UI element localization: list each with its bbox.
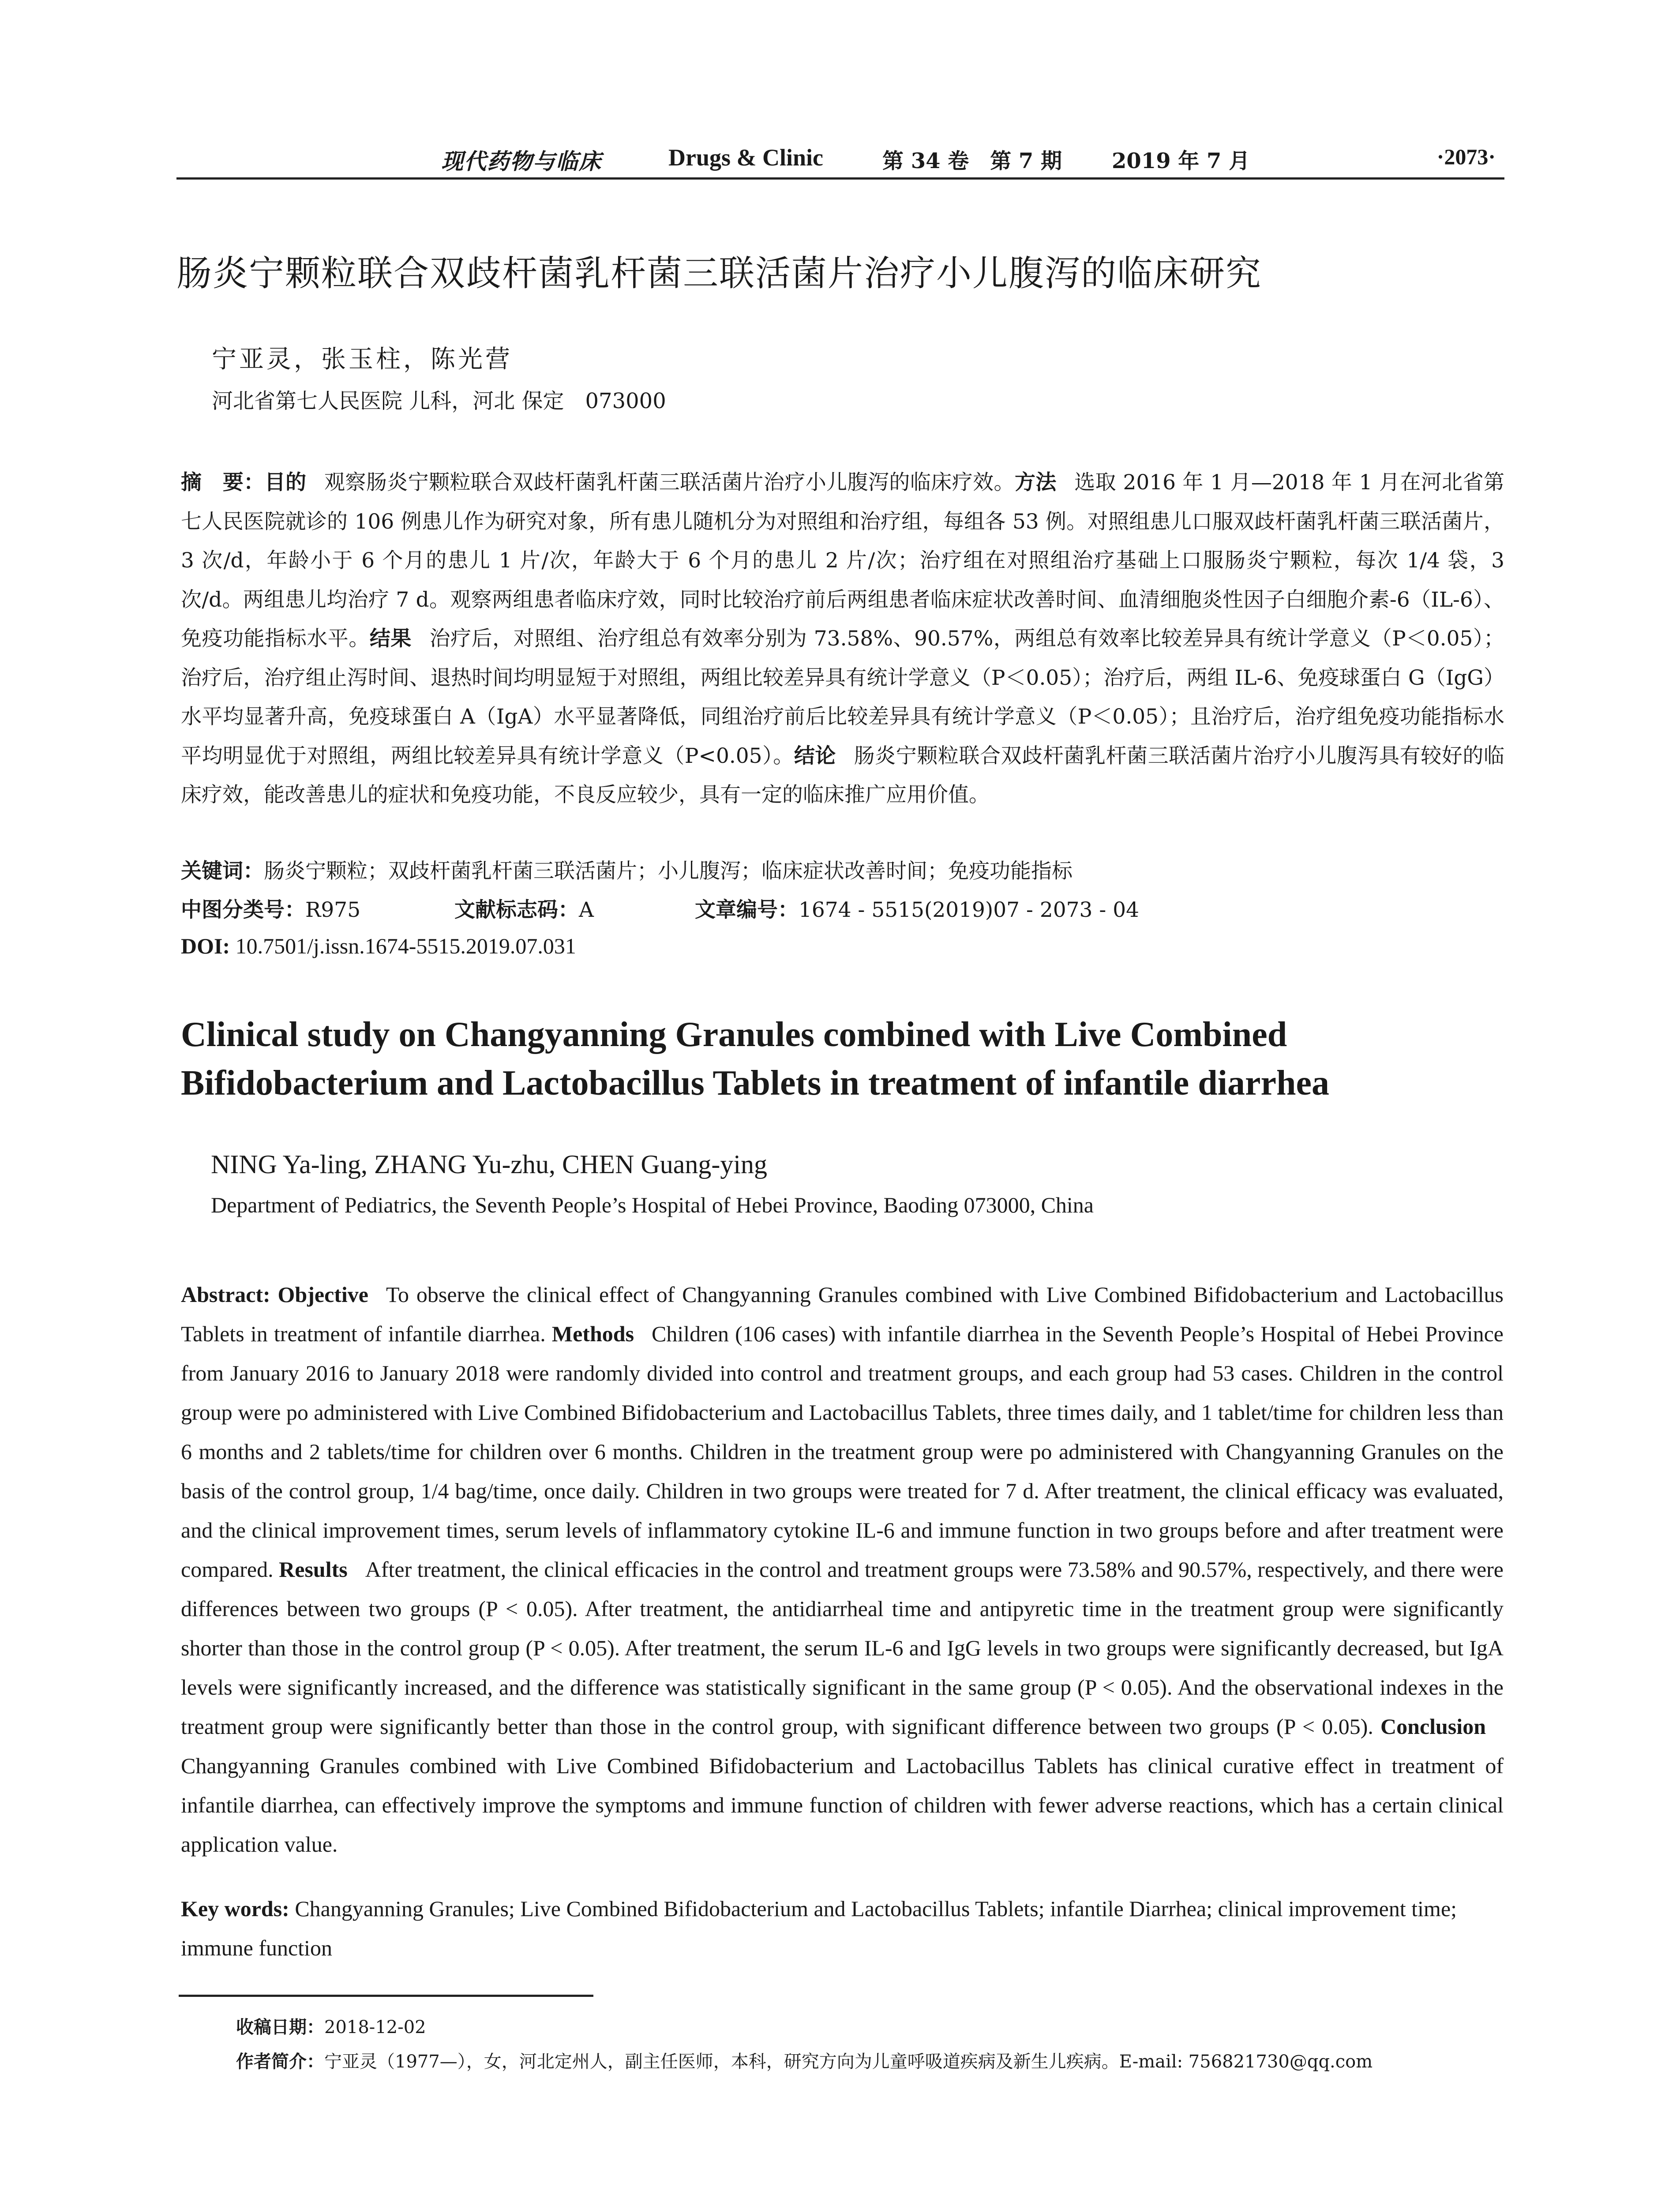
methods-cn: 选取 2016 年 1 月—2018 年 1 月在河北省第七人民医院就诊的 106 例患儿作为研究对象，所有患儿随机分为对照组和治疗组，每组各 53 例。对照组患儿口服双歧杆菌乳杆菌三联活菌片，3 次/d，年龄小于 6 个月的患儿 1 片/次，年龄大于 6 个月的患儿 2 片/次；治疗组在对照组治疗基础上口服肠炎宁颗粒，每次 1/4 袋，3 次/d。两组患儿均治疗 7 d。观察两组患者临床疗效，同时比较治疗前后两组患者临床症状改善时间、血清细胞炎性因子白细胞介素-6（IL-6）、免疫功能指标水平。 [181, 470, 1505, 651]
objective-cn: 观察肠炎宁颗粒联合双歧杆菌乳杆菌三联活菌片治疗小儿腹泻的临床疗效。 [324, 470, 1015, 495]
keywords-cn-label: 关键词： [181, 859, 264, 883]
title-en-line-1: Clinical study on Changyanning Granules combined with Live Combined [181, 1015, 1287, 1054]
title-en-line-2: Bifidobacterium and Lactobacillus Tablets in treatment of infantile diarrhea [181, 1064, 1330, 1103]
received-date [236, 2013, 426, 2038]
page-number: ·2073· [1436, 144, 1496, 169]
authors-cn: 宁亚灵，张玉柱，陈光营 [212, 345, 513, 374]
clc-value: R975 [305, 898, 361, 922]
footnote-divider [179, 1995, 593, 1997]
abstract-en-label: Abstract: Objective [181, 1282, 368, 1307]
article-number-label: 文章编号： [695, 898, 799, 922]
objective-cn-label: 目的 [264, 470, 307, 495]
doc-code-value: A [579, 898, 594, 922]
authors-en: NING Ya-ling, ZHANG Yu-zhu, CHEN Guang-ying [211, 1150, 767, 1179]
author-bio-text: 宁亚灵（1977—），女，河北定州人，副主任医师，本科，研究方向为儿童呼吸道疾病及新生儿疾病。E-mail: 756821730@qq.com [324, 2052, 1373, 2072]
author-bio-label: 作者简介： [236, 2052, 324, 2072]
conclusion-cn-label: 结论 [794, 743, 836, 768]
issue-date: 2019 年 7 月 [1112, 149, 1250, 173]
abstract-cn [181, 463, 1504, 815]
title-en [181, 1010, 1504, 1107]
affiliation-cn: 河北省第七人民医院 儿科，河北 保定 073000 [212, 389, 666, 413]
classification-row [181, 893, 1139, 923]
keywords-en [181, 1889, 1504, 1968]
received-label: 收稿日期： [236, 2017, 324, 2037]
received-value: 2018-12-02 [324, 2017, 426, 2037]
title-cn: 肠炎宁颗粒联合双歧杆菌乳杆菌三联活菌片治疗小儿腹泻的临床研究 [176, 253, 1262, 294]
volume-issue: 第 34 卷 第 7 期 [882, 149, 1062, 173]
keywords-cn-text: 肠炎宁颗粒；双歧杆菌乳杆菌三联活菌片；小儿腹泻；临床症状改善时间；免疫功能指标 [264, 859, 1072, 883]
journal-name-en: Drugs & Clinic [668, 144, 823, 171]
doi-label: DOI: [181, 934, 230, 958]
author-bio [236, 2048, 1372, 2073]
abstract-cn-label: 摘 要： [181, 470, 265, 495]
keywords-cn [181, 855, 1072, 884]
doi-value: 10.7501/j.issn.1674-5515.2019.07.031 [235, 934, 576, 958]
keywords-en-label: Key words: [181, 1896, 289, 1921]
objective-en: To observe the clinical effect of Changyanning Granules combined with Live Combined Bifidobacterium and Lactobacillus Tablets in treatment of infantile diarrhea. [181, 1282, 1504, 1346]
conclusion-en: Changyanning Granules combined with Live Combined Bifidobacterium and Lactobacillus Tablets has clinical curative effect in treatment of infantile diarrhea, can effectively improve the symptoms and immune function of children with fewer adverse reactions, which has a certain clinical application value. [181, 1753, 1504, 1857]
abstract-en [181, 1275, 1504, 1864]
methods-cn-label: 方法 [1014, 470, 1057, 495]
conclusion-cn: 肠炎宁颗粒联合双歧杆菌乳杆菌三联活菌片治疗小儿腹泻具有较好的临床疗效，能改善患儿的症状和免疫功能，不良反应较少，具有一定的临床推广应用价值。 [181, 743, 1505, 807]
methods-en: Children (106 cases) with infantile diarrhea in the Seventh People’s Hospital of Hebei Province from January 2016 to January 2018 were randomly divided into control and treatment groups, and each group had 53 cases. Children in the control group were po administered with Live Combined Bifidobacterium and Lactobacillus Tablets, three times daily, and 1 tablet/time for children less than 6 months and 2 tablets/time for children over 6 months. Children in the treatment group were po administered with Changyanning Granules on the basis of the control group, 1/4 bag/time, once daily. Children in two groups were treated for 7 d. After treatment, the clinical efficacy was evaluated, and the clinical improvement times, serum levels of inflammatory cytokine IL-6 and immune function in two groups before and after treatment were compared. [181, 1321, 1504, 1582]
affiliation-en: Department of Pediatrics, the Seventh People’s Hospital of Hebei Province, Baoding 073000, China [211, 1193, 1094, 1217]
conclusion-en-label: Conclusion [1380, 1714, 1486, 1739]
doi [181, 933, 576, 959]
results-en: After treatment, the clinical efficacies in the control and treatment groups were 73.58% and 90.57%, respectively, and there were differences between two groups (P < 0.05). After treatment, the antidiarrheal time and antipyretic time in the treatment group were significantly shorter than those in the control group (P < 0.05). After treatment, the serum IL-6 and IgG levels in two groups were significantly decreased, but IgA levels were significantly increased, and the difference was statistically significant in the same group (P < 0.05). And the observational indexes in the treatment group were significantly better than those in the control group, with significant difference between two groups (P < 0.05). [181, 1557, 1504, 1739]
methods-en-label: Methods [551, 1321, 634, 1346]
results-cn: 治疗后，对照组、治疗组总有效率分别为 73.58%、90.57%，两组总有效率比较差异具有统计学意义（P＜0.05）；治疗后，治疗组止泻时间、退热时间均明显短于对照组，两组比较差异具有统计学意义（P＜0.05）；治疗后，两组 IL-6、免疫球蛋白 G（IgG）水平均显著升高，免疫球蛋白 A（IgA）水平显著降低，同组治疗前后比较差异具有统计学意义（P＜0.05）；且治疗后，治疗组免疫功能指标水平均明显优于对照组，两组比较差异具有统计学意义（P<0.05）。 [181, 627, 1505, 768]
journal-name-cn: 现代药物与临床 [441, 148, 602, 174]
results-en-label: Results [279, 1557, 348, 1582]
results-cn-label: 结果 [369, 627, 412, 651]
clc-label: 中图分类号： [181, 898, 305, 922]
article-number-value: 1674 - 5515(2019)07 - 2073 - 04 [799, 898, 1140, 922]
doc-code-label: 文献标志码： [454, 898, 579, 922]
running-header [176, 140, 1504, 180]
keywords-en-text: Changyanning Granules; Live Combined Bifidobacterium and Lactobacillus Tablets; infantile Diarrhea; clinical improvement time; immune function [181, 1896, 1457, 1960]
